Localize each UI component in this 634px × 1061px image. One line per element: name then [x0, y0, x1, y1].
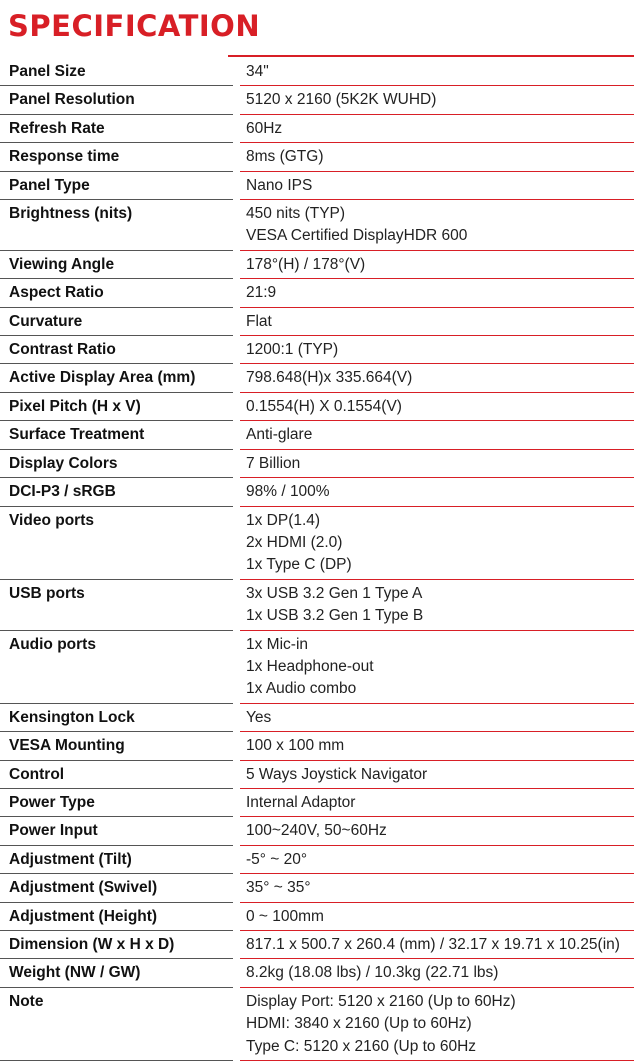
- spec-row: [0, 58, 634, 86]
- spec-value-line: 817.1 x 500.7 x 260.4 (mm) / 32.17 x 19.71 x 10.25(in): [246, 936, 620, 953]
- spec-value-line: 34": [246, 63, 269, 80]
- spec-value: [240, 478, 634, 506]
- spec-value-line: 3x USB 3.2 Gen 1 Type A: [246, 584, 423, 602]
- spec-value-line: Flat: [246, 312, 272, 330]
- spec-value: [240, 579, 634, 630]
- spec-value-line: 2x HDMI (2.0): [246, 533, 343, 551]
- spec-gap: [233, 143, 240, 171]
- spec-gap: [233, 760, 240, 788]
- spec-row: [0, 449, 634, 477]
- spec-label: Dimension (W x H x D): [0, 931, 233, 959]
- spec-value: [240, 421, 634, 449]
- spec-value-line: 60Hz: [246, 119, 283, 137]
- spec-row: [0, 86, 634, 114]
- spec-row: [0, 959, 634, 987]
- spec-row: [0, 506, 634, 579]
- spec-gap: [233, 902, 240, 930]
- spec-gap: [233, 171, 240, 199]
- spec-value: [240, 959, 634, 987]
- spec-value-line: 450 nits (TYP): [246, 205, 346, 223]
- spec-row: [0, 392, 634, 420]
- spec-label: Brightness (nits): [0, 200, 233, 251]
- spec-value-line: Type C: 5120 x 2160 (Up to 60Hz: [246, 1037, 477, 1055]
- spec-label: Curvature: [0, 307, 233, 335]
- spec-row: [0, 902, 634, 930]
- spec-row: [0, 336, 634, 364]
- spec-label: Panel Type: [0, 171, 233, 199]
- spec-value: [240, 279, 634, 307]
- spec-value: [240, 250, 634, 278]
- spec-value: [240, 732, 634, 760]
- spec-value-line: VESA Certified DisplayHDR 600: [246, 227, 468, 245]
- spec-label: Pixel Pitch (H x V): [0, 392, 233, 420]
- spec-row: [0, 279, 634, 307]
- spec-label: Weight (NW / GW): [0, 959, 233, 987]
- spec-value: [240, 86, 634, 114]
- spec-gap: [233, 449, 240, 477]
- spec-value: [240, 703, 634, 731]
- spec-gap: [233, 579, 240, 630]
- spec-value: [240, 630, 634, 703]
- spec-gap: [233, 630, 240, 703]
- spec-label: Viewing Angle: [0, 250, 233, 278]
- spec-label: Audio ports: [0, 630, 233, 703]
- spec-value: [240, 336, 634, 364]
- spec-label: Refresh Rate: [0, 114, 233, 142]
- spec-label: Panel Resolution: [0, 86, 233, 114]
- spec-value: [240, 307, 634, 335]
- spec-gap: [233, 817, 240, 845]
- spec-row: [0, 630, 634, 703]
- spec-value-line: 1x Headphone-out: [246, 657, 374, 675]
- spec-label: Power Type: [0, 788, 233, 816]
- spec-row: [0, 760, 634, 788]
- spec-row: [0, 200, 634, 251]
- spec-gap: [233, 421, 240, 449]
- spec-gap: [233, 931, 240, 959]
- spec-value: [240, 114, 634, 142]
- spec-row: [0, 579, 634, 630]
- spec-table-body: [0, 58, 634, 1061]
- spec-label: Display Colors: [0, 449, 233, 477]
- spec-row: [0, 987, 634, 1060]
- spec-value-line: HDMI: 3840 x 2160 (Up to 60Hz): [246, 1015, 472, 1033]
- spec-gap: [233, 279, 240, 307]
- spec-label: Control: [0, 760, 233, 788]
- spec-row: [0, 143, 634, 171]
- spec-gap: [233, 959, 240, 987]
- spec-value: [240, 58, 634, 86]
- spec-label: Adjustment (Swivel): [0, 874, 233, 902]
- spec-gap: [233, 506, 240, 579]
- spec-value-line: 1x Audio combo: [246, 680, 357, 698]
- spec-gap: [233, 732, 240, 760]
- spec-row: [0, 931, 634, 959]
- header-divider: [228, 55, 634, 57]
- spec-gap: [233, 703, 240, 731]
- spec-row: [0, 732, 634, 760]
- spec-label: VESA Mounting: [0, 732, 233, 760]
- spec-value: [240, 788, 634, 816]
- spec-value: [240, 171, 634, 199]
- spec-label: Kensington Lock: [0, 703, 233, 731]
- spec-label: Note: [0, 987, 233, 1060]
- spec-value-line: 21:9: [246, 284, 277, 302]
- spec-value-line: 8.2kg (18.08 lbs) / 10.3kg (22.71 lbs): [246, 964, 499, 982]
- spec-value-line: 7 Billion: [246, 454, 301, 472]
- spec-row: [0, 421, 634, 449]
- spec-label: Response time: [0, 143, 233, 171]
- spec-value: [240, 506, 634, 579]
- spec-label: Power Input: [0, 817, 233, 845]
- spec-row: [0, 250, 634, 278]
- spec-value: [240, 364, 634, 392]
- spec-label: Panel Size: [0, 58, 233, 86]
- spec-value-line: Anti-glare: [246, 426, 313, 444]
- spec-gap: [233, 987, 240, 1060]
- spec-gap: [233, 200, 240, 251]
- spec-value: [240, 143, 634, 171]
- spec-value-line: 100~240V, 50~60Hz: [246, 822, 387, 840]
- spec-gap: [233, 845, 240, 873]
- spec-label: Contrast Ratio: [0, 336, 233, 364]
- spec-value-line: Internal Adaptor: [246, 793, 356, 811]
- spec-value-line: 178°(H) / 178°(V): [246, 255, 366, 273]
- spec-label: Aspect Ratio: [0, 279, 233, 307]
- spec-row: [0, 845, 634, 873]
- spec-gap: [233, 336, 240, 364]
- spec-value: [240, 902, 634, 930]
- spec-value: [240, 817, 634, 845]
- spec-row: [0, 364, 634, 392]
- spec-value-line: 1x Type C (DP): [246, 556, 352, 574]
- spec-value: [240, 449, 634, 477]
- spec-value-line: 798.648(H)x 335.664(V): [246, 369, 413, 387]
- spec-value-line: 1x Mic-in: [246, 635, 309, 653]
- spec-value-line: 98% / 100%: [246, 483, 330, 501]
- spec-label: Video ports: [0, 506, 233, 579]
- spec-row: [0, 874, 634, 902]
- spec-row: [0, 817, 634, 845]
- spec-value-line: 8ms (GTG): [246, 148, 324, 166]
- spec-gap: [233, 874, 240, 902]
- spec-value-line: 5 Ways Joystick Navigator: [246, 765, 428, 783]
- spec-gap: [233, 392, 240, 420]
- spec-value-line: 5120 x 2160 (5K2K WUHD): [246, 91, 437, 109]
- spec-gap: [233, 307, 240, 335]
- spec-label: DCI-P3 / sRGB: [0, 478, 233, 506]
- spec-value: [240, 760, 634, 788]
- spec-row: [0, 114, 634, 142]
- spec-gap: [233, 58, 240, 86]
- spec-table: [0, 58, 634, 1061]
- spec-value: [240, 200, 634, 251]
- spec-value-line: 1x USB 3.2 Gen 1 Type B: [246, 607, 424, 625]
- spec-value: [240, 987, 634, 1060]
- spec-label: Active Display Area (mm): [0, 364, 233, 392]
- spec-value-line: -5° ~ 20°: [246, 850, 308, 868]
- spec-label: Surface Treatment: [0, 421, 233, 449]
- spec-gap: [233, 478, 240, 506]
- spec-value-line: 35° ~ 35°: [246, 879, 311, 897]
- spec-gap: [233, 788, 240, 816]
- spec-value-line: 1200:1 (TYP): [246, 341, 339, 359]
- spec-value: [240, 874, 634, 902]
- spec-gap: [233, 114, 240, 142]
- spec-value: [240, 931, 634, 959]
- spec-row: [0, 171, 634, 199]
- spec-value-line: Display Port: 5120 x 2160 (Up to 60Hz): [246, 992, 516, 1010]
- spec-row: [0, 703, 634, 731]
- spec-row: [0, 478, 634, 506]
- spec-gap: [233, 364, 240, 392]
- spec-value-line: Nano IPS: [246, 176, 313, 194]
- page-title: SPECIFICATION: [8, 9, 261, 43]
- spec-value-line: 1x DP(1.4): [246, 511, 321, 529]
- spec-value: [240, 392, 634, 420]
- spec-row: [0, 307, 634, 335]
- spec-value-line: 0.1554(H) X 0.1554(V): [246, 397, 402, 415]
- spec-value-line: 100 x 100 mm: [246, 737, 345, 755]
- spec-value-line: Yes: [246, 708, 272, 726]
- spec-value: [240, 845, 634, 873]
- spec-label: Adjustment (Height): [0, 902, 233, 930]
- spec-gap: [233, 86, 240, 114]
- spec-label: USB ports: [0, 579, 233, 630]
- spec-label: Adjustment (Tilt): [0, 845, 233, 873]
- spec-gap: [233, 250, 240, 278]
- spec-value-line: 0 ~ 100mm: [246, 907, 324, 925]
- spec-row: [0, 788, 634, 816]
